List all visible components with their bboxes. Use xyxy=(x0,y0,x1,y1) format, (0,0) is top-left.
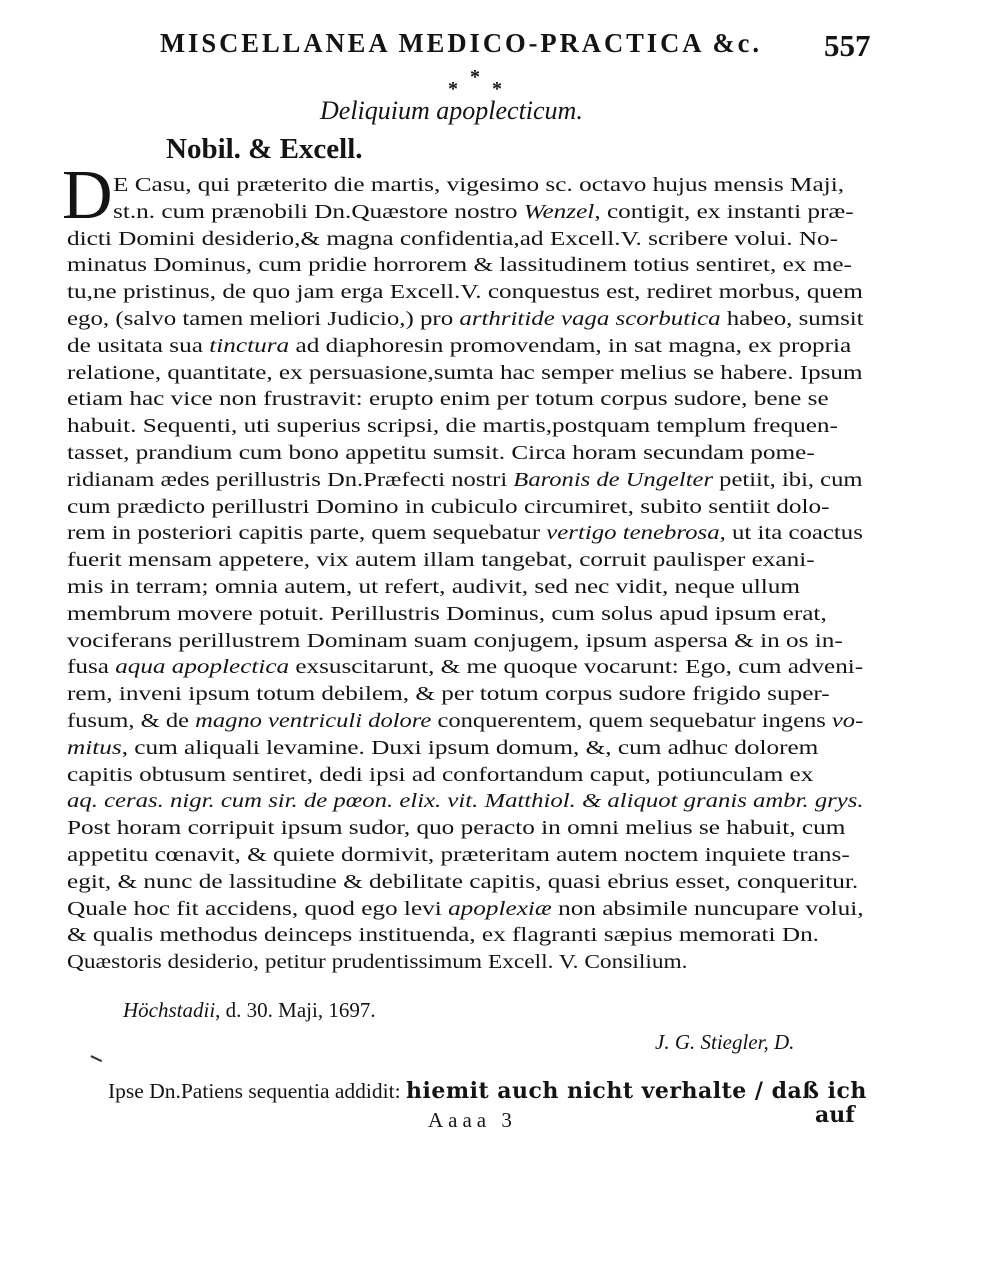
text-run: minatus Dominus, cum pridie horrorem & lassitudinem totius sentiret, ex me- xyxy=(67,254,852,277)
text-run: mis in terram; omnia autem, ut refert, audivit, sed nec vidit, neque ullum xyxy=(67,576,801,598)
text-run: tasset, prandium cum bono appetitu sumsit. Circa horam secundam pome- xyxy=(67,442,815,464)
body-line xyxy=(67,949,688,975)
italic-phrase: aq. ceras. nigr. cum sir. de pœon. elix. vit. Matthiol. & aliquot granis ambr. grys. xyxy=(67,790,864,813)
body-line xyxy=(67,440,815,466)
patient-note-german: hiemit auch nicht verhalte / daß ich xyxy=(405,1078,867,1104)
body-line xyxy=(67,815,845,841)
salutation: Nobil. & Excell. xyxy=(166,133,363,165)
text-run: , contigit, ex instanti præ- xyxy=(594,200,854,223)
text-run: egit, & nunc de lassitudine & debilitate capitis, quasi ebrius esset, conqueritur. xyxy=(67,870,859,893)
page-number: 557 xyxy=(824,28,871,63)
body-line xyxy=(67,708,863,734)
text-run: habeo, sumsit xyxy=(720,308,864,330)
text-run: ridianam ædes perillustris Dn.Præfecti nostri xyxy=(67,468,514,491)
text-run: appetitu cœnavit, & quiete dormivit, præteritam autem noctem inquiete trans- xyxy=(67,844,850,866)
italic-phrase: magno ventriculi dolore xyxy=(195,710,432,732)
body-line xyxy=(113,199,854,225)
text-run: relatione, quantitate, ex persuasione,sumta hac semper melius se habere. Ipsum xyxy=(67,361,863,384)
italic-phrase: Baronis de Ungelter xyxy=(513,468,714,491)
text-run: capitis obtusum sentiret, dedi ipsi ad confortandum caput, potiunculam ex xyxy=(67,763,814,786)
body-line xyxy=(67,547,815,573)
body-line xyxy=(67,520,863,546)
italic-phrase: apoplexiæ xyxy=(448,897,552,920)
body-line xyxy=(67,226,838,252)
body-line xyxy=(67,788,864,814)
asterisk-top: * xyxy=(470,66,480,88)
text-run: Post horam corripuit ipsum sudor, quo peracto in omni melius se habuit, cum xyxy=(67,817,846,840)
text-run: vociferans perillustrem Dominam suam conjugem, ipsum aspersa & in os in- xyxy=(67,629,843,652)
text-run: exsuscitarunt, & me quoque vocarunt: Ego, cum adveni- xyxy=(289,656,864,679)
text-run: rem in posteriori capitis parte, quem sequebatur xyxy=(67,522,547,545)
text-run: etiam hac vice non frustravit: erupto enim per totum corpus sudore, bene se xyxy=(67,388,829,411)
patient-note-latin: Ipse Dn.Patiens sequentia addidit: xyxy=(108,1079,401,1103)
italic-phrase: vo- xyxy=(831,710,864,732)
body-line xyxy=(67,842,850,868)
body-line xyxy=(67,574,800,600)
body-line xyxy=(67,279,863,305)
italic-phrase: tinctura xyxy=(209,334,290,357)
text-run: E Casu, qui præterito die martis, vigesimo sc. octavo hujus mensis Maji, xyxy=(113,174,845,196)
text-run: fusum, & de xyxy=(67,710,196,732)
text-run: non absimile nuncupare volui, xyxy=(551,897,864,920)
text-run: habuit. Sequenti, uti superius scripsi, die martis,postquam templum frequen- xyxy=(67,415,838,438)
body-line xyxy=(67,467,862,493)
text-run: st.n. cum prænobili Dn.Quæstore nostro xyxy=(113,200,524,223)
text-run: tu,ne pristinus, de quo jam erga Excell.V. conquestus est, rediret morbus, quem xyxy=(67,281,863,304)
text-run: rem, inveni ipsum totum debilem, & per totum corpus sudore frigido super- xyxy=(67,683,830,706)
asterisk-left: * xyxy=(448,78,458,100)
dateline-date: , d. 30. Maji, 1697. xyxy=(215,998,376,1022)
italic-phrase: arthritide vaga scorbutica xyxy=(459,308,721,330)
body-line xyxy=(67,306,864,332)
text-run: ad diaphoresin promovendam, in sat magna, ex propria xyxy=(289,334,852,357)
text-run: de usitata sua xyxy=(67,334,210,357)
body-line xyxy=(67,252,852,278)
body-line xyxy=(67,681,830,707)
text-run: ego, (salvo tamen meliori Judicio,) pro xyxy=(67,308,460,330)
body-line xyxy=(67,628,843,654)
body-line xyxy=(67,896,864,922)
text-run: petiit, ibi, cum xyxy=(713,468,863,491)
body-line xyxy=(67,413,838,439)
body-line xyxy=(67,494,830,520)
italic-phrase: mitus xyxy=(67,736,122,759)
signature-mark: Aaaa 3 xyxy=(428,1108,517,1132)
drop-cap: D xyxy=(62,157,113,234)
dateline xyxy=(123,998,376,1023)
text-run: conquerentem, quem sequebatur ingens xyxy=(431,710,832,732)
running-head: MISCELLANEA MEDICO-PRACTICA &c. xyxy=(160,28,763,58)
italic-phrase: aqua apoplectica xyxy=(115,656,290,679)
text-run: membrum movere potuit. Perillustris Dominus, cum solus apud ipsum erat, xyxy=(67,602,827,625)
body-line xyxy=(67,386,829,412)
signature: J. G. Stiegler, D. xyxy=(655,1030,795,1054)
body-line xyxy=(67,601,827,627)
body-line xyxy=(67,360,863,386)
dateline-place: Höchstadii xyxy=(123,998,216,1022)
body-line xyxy=(113,172,844,198)
text-run: , cum aliquali levamine. Duxi ipsum domum, &, cum adhuc dolorem xyxy=(121,736,819,759)
text-run: & qualis methodus deinceps instituenda, ex flagranti sæpius memorati Dn. xyxy=(67,924,819,947)
text-run: Quæstoris desiderio, petitur prudentissimum Excell. V. Consilium. xyxy=(67,951,688,974)
section-title: Deliquium apoplecticum. xyxy=(320,96,583,125)
text-run: cum prædicto perillustri Domino in cubiculo circumiret, subito sentiit dolo- xyxy=(67,495,830,518)
asterisk-right: * xyxy=(492,78,502,100)
body-line xyxy=(67,654,863,680)
patient-note xyxy=(108,1078,867,1104)
text-run: Quale hoc fit accidens, quod ego levi xyxy=(67,897,449,920)
asterism-ornament xyxy=(448,66,528,100)
text-run: fuerit mensam appetere, vix autem illam tangebat, corruit paulisper exani- xyxy=(67,549,815,572)
body-line xyxy=(67,735,818,761)
body-line xyxy=(67,922,819,948)
body-line xyxy=(67,869,858,895)
margin-mark xyxy=(90,1048,105,1062)
italic-phrase: Wenzel xyxy=(523,200,595,223)
text-run: , ut ita coactus xyxy=(719,522,863,545)
catchword: auf xyxy=(815,1102,855,1128)
italic-phrase: vertigo tenebrosa xyxy=(546,522,720,545)
text-run: fusa xyxy=(67,656,116,679)
body-line xyxy=(67,762,813,788)
text-run: dicti Domini desiderio,& magna confidentia,ad Excell.V. scribere volui. No- xyxy=(67,227,839,250)
body-line xyxy=(67,333,851,359)
